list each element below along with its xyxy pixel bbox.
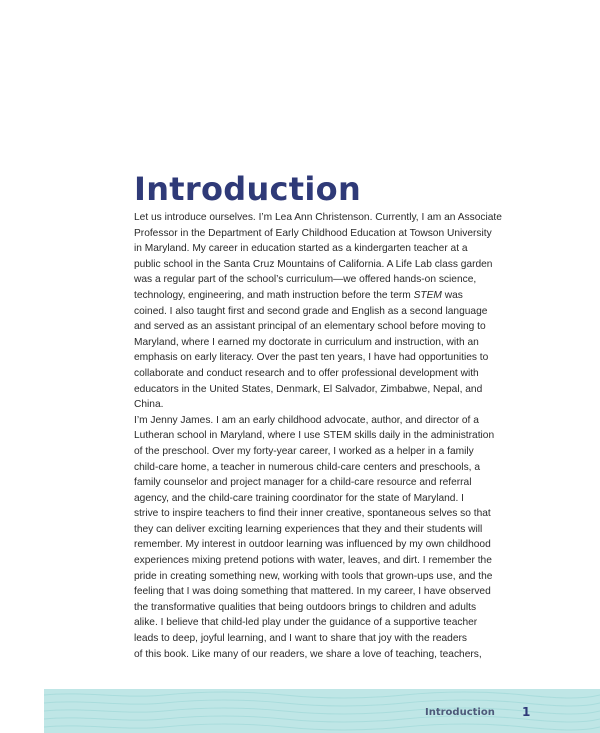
text-line: alike. I believe that child-led play under the guidance of a supportive teacher — [134, 617, 478, 629]
body-text — [134, 210, 514, 662]
text-line: public school in the Santa Cruz Mountains of California. A Life Lab class garden — [134, 258, 493, 270]
wave-pattern — [44, 689, 600, 733]
text-line: child-care home, a teacher in numerous child-care centers and preschools, a — [134, 461, 480, 473]
text-line: Maryland, where I earned my doctorate in curriculum and instruction, with an — [134, 336, 479, 348]
text-line: family counselor and project manager for a child-care resource and referral — [134, 477, 472, 489]
text-line: leads to deep, joyful learning, and I want to share that joy with the readers — [134, 633, 467, 645]
text-line: China. — [134, 399, 164, 411]
text-line: remember. My interest in outdoor learning was influenced by my own childhood — [134, 539, 491, 551]
text-line: the transformative qualities that being outdoors brings to children and adults — [134, 601, 477, 613]
paragraph-jenny — [134, 413, 514, 663]
italic-term: STEM — [413, 289, 442, 301]
footer-wave-band — [44, 689, 600, 733]
text-segment: technology, engineering, and math instruction before the term — [134, 289, 414, 301]
text-line: of the preschool. Over my forty-year career, I worked as a helper in a family — [134, 445, 474, 457]
text-line: educators in the United States, Denmark, El Salvador, Zimbabwe, Nepal, and — [134, 383, 483, 395]
text-line-stem — [134, 288, 514, 304]
text-line: Professor in the Department of Early Childhood Education at Towson University — [134, 227, 492, 239]
page-number: 1 — [522, 705, 531, 719]
paragraph-lea-ann — [134, 210, 514, 413]
text-line: of this book. Like many of our readers, we share a love of teaching, teachers, — [134, 648, 482, 660]
text-line: they can deliver exciting learning experiences that they and their students will — [134, 523, 483, 535]
text-line: I’m Jenny James. I am an early childhood advocate, author, and director of a — [134, 414, 479, 426]
text-line: pride in creating something new, working with tools that grown-ups use, and the — [134, 570, 493, 582]
text-line: Lutheran school in Maryland, where I use STEM skills daily in the administration — [134, 430, 495, 442]
text-line: agency, and the child-care training coordinator for the state of Maryland. I — [134, 492, 464, 504]
text-line: and served as an assistant principal of an elementary school before moving to — [134, 321, 486, 333]
text-line: in Maryland. My career in education started as a kindergarten teacher at a — [134, 243, 468, 255]
text-line: strive to inspire teachers to find their inner creative, spontaneous selves so that — [134, 508, 491, 520]
text-line: collaborate and conduct research and to offer professional development with — [134, 367, 479, 379]
page-title: Introduction — [134, 170, 362, 208]
text-line: coined. I also taught first and second grade and English as a second language — [134, 305, 488, 317]
text-segment: was — [441, 289, 463, 301]
text-line: emphasis on early literacy. Over the past ten years, I have had opportunities to — [134, 352, 489, 364]
footer-section-label: Introduction — [425, 707, 495, 718]
text-line: experiences mixing pretend potions with water, leaves, and dirt. I remember the — [134, 555, 492, 567]
text-line: Let us introduce ourselves. I’m Lea Ann Christenson. Currently, I am an Associate — [134, 212, 502, 223]
text-line: feeling that I was doing something that mattered. In my career, I have observed — [134, 586, 491, 598]
text-line: was a regular part of the school’s curriculum—we offered hands-on science, — [134, 274, 477, 286]
